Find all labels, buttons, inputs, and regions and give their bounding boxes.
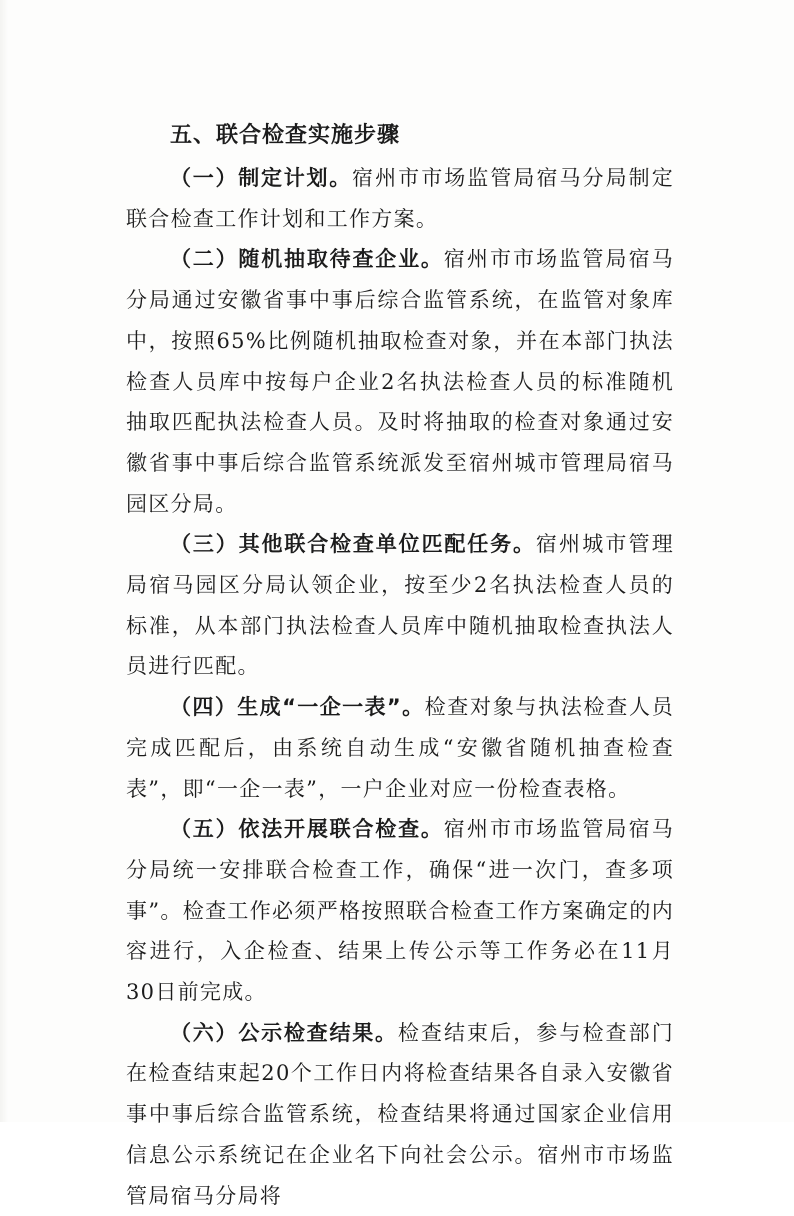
step-lead: （三）其他联合检查单位匹配任务。 (170, 532, 536, 557)
step-lead: （六）公示检查结果。 (170, 1020, 398, 1045)
step-lead: （四）生成“一企一表”。 (170, 695, 425, 720)
step-lead: （五）依法开展联合检查。 (170, 817, 444, 842)
step-paragraph (126, 158, 674, 239)
step-text: 宿州市市场监管局宿马分局统一安排联合检查工作，确保“进一次门，查多项事”。检查工作必须严格按照联合检查工作方案确定的内容进行，入企检查、结果上传公示等工作务必在11月30日前完成。 (126, 817, 675, 1005)
step-lead: （二）随机抽取待查企业。 (170, 247, 444, 272)
step-paragraph (126, 687, 674, 809)
step-paragraph (126, 524, 674, 687)
section-heading: 五、联合检查实施步骤 (170, 123, 401, 148)
step-paragraph (126, 239, 674, 524)
step-text: 宿州市市场监管局宿马分局通过安徽省事中事后综合监管系统，在监管对象库中，按照65%比例随机抽取检查对象，并在本部门执法检查人员库中按每户企业2名执法检查人员的标准随机抽取匹配执法检查人员。及时将抽取的检查对象通过安徽省事中事后综合监管系统派发至宿州城市管理局宿马园区分局。 (126, 247, 675, 516)
step-text: 检查结束后，参与检查部门在检查结束起20个工作日内将检查结果各自录入安徽省事中事后综合监管系统，检查结果将通过国家企业信用信息公示系统记在企业名下向社会公示。宿州市市场监管局宿马分局将 (126, 1020, 674, 1208)
step-text: 检查对象与执法检查人员完成匹配后，由系统自动生成“安徽省随机抽查检查表”，即“一企一表”，一户企业对应一份检查表格。 (126, 695, 674, 801)
step-text: 宿州市市场监管局宿马分局制定联合检查工作计划和工作方案。 (126, 166, 675, 231)
step-paragraph (126, 1013, 674, 1216)
scan-edge (0, 0, 8, 1122)
document-body (126, 114, 674, 1216)
step-text: 宿州城市管理局宿马园区分局认领企业，按至少2名执法检查人员的标准，从本部门执法检查人员库中随机抽取检查执法人员进行匹配。 (126, 532, 674, 679)
step-lead: （一）制定计划。 (170, 166, 353, 190)
step-paragraph (126, 809, 674, 1013)
